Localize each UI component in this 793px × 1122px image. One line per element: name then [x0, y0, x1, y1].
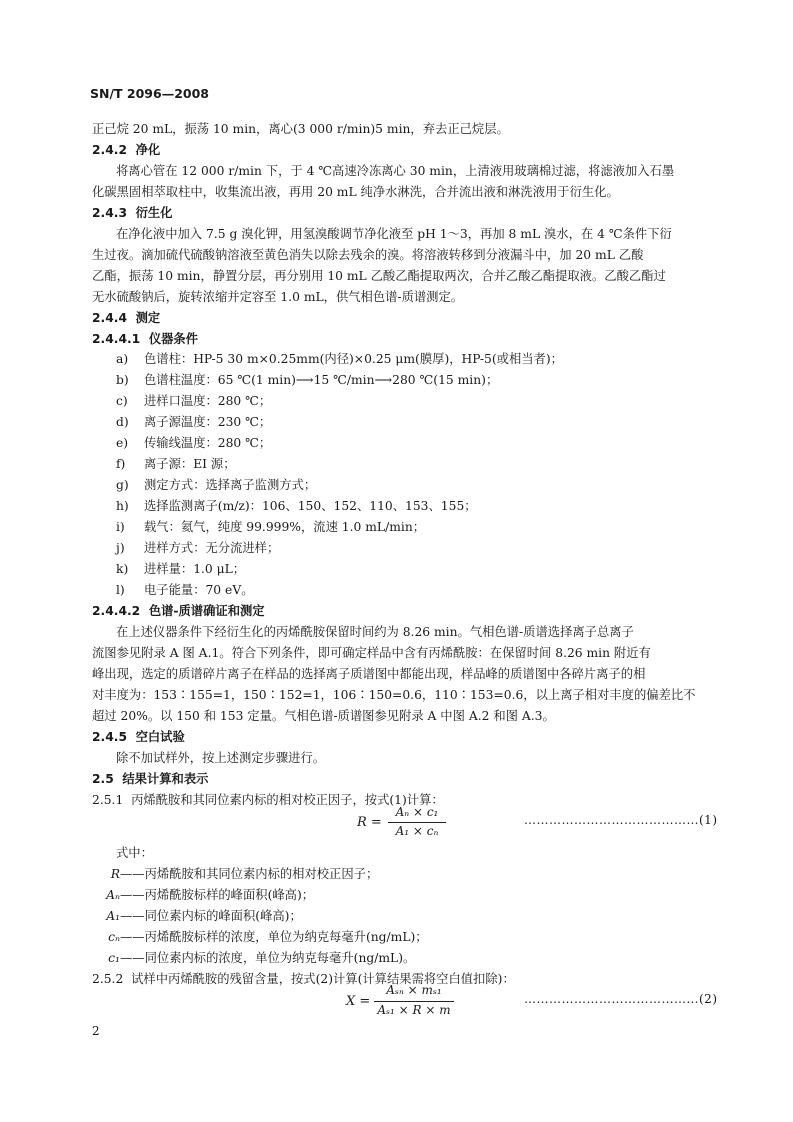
section-number: 2.4.4	[92, 311, 128, 325]
standard-number-header: SN/T 2096—2008	[90, 86, 209, 101]
paragraph-line: 峰出现，选定的质谱碎片离子在样品的选择离子质谱图中都能出现，样品峰的质谱图中各碎片离子的相	[92, 667, 646, 681]
variable-symbol: A₁	[106, 909, 120, 923]
variable-description: ——丙烯酰胺标样的峰面积(峰高)；	[120, 888, 315, 902]
where-label: 式中：	[116, 846, 153, 860]
paragraph-line: 对丰度为：153∶155=1，150∶152=1，106∶150=0.6，110∶153=0.6，以上离子相对丰度的偏差比不	[92, 688, 696, 702]
variable-symbol: Aₙ	[106, 888, 120, 902]
section-title: 空白试验	[135, 730, 185, 744]
section-number: 2.4.4.1	[92, 332, 141, 346]
equation-2-number: ……………………………………(2)	[524, 992, 718, 1006]
fraction-bar	[388, 822, 446, 823]
equation-1-numerator: Aₙ × c₁	[395, 805, 439, 819]
list-text: 色谱柱温度：65 ℃(1 min)⟶15 ℃/min⟶280 ℃(15 min)；	[144, 373, 499, 387]
variable-definition	[84, 908, 302, 924]
list-text: 载气：氦气，纯度 99.999%，流速 1.0 mL/min；	[144, 520, 426, 534]
paragraph-line: 将离心管在 12 000 r/min 下，于 4 ℃高速冷冻离心 30 min，上清液用玻璃棉过滤，将滤液加入石墨	[116, 164, 675, 178]
list-letter: a)	[116, 352, 129, 366]
variable-description: ——丙烯酰胺和其同位素内标的相对校正因子；	[120, 867, 379, 881]
list-text: 色谱柱：HP-5 30 m×0.25mm(内径)×0.25 μm(膜厚)，HP-5(或相当者)；	[144, 352, 563, 366]
list-text: 电子能量：70 eV。	[144, 583, 254, 597]
paragraph-line: 在上述仪器条件下经衍生化的丙烯酰胺保留时间约为 8.26 min。气相色谱-质谱选择离子总离子	[116, 625, 634, 639]
section-number: 2.4.2	[92, 143, 128, 157]
section-number: 2.5	[92, 772, 114, 786]
list-item	[116, 393, 271, 409]
variable-definition	[84, 887, 314, 903]
section-2-4-4-2-heading	[92, 603, 265, 619]
paragraph-line: 在净化液中加入 7.5 g 溴化钾，用氢溴酸调节净化液至 pH 1～3，再加 8 mL 溴水，在 4 ℃条件下衍	[116, 227, 672, 241]
list-letter: h)	[116, 499, 129, 513]
variable-symbol: cₙ	[108, 930, 120, 944]
section-2-4-4-heading	[92, 310, 160, 326]
section-number: 2.5.1	[92, 793, 124, 807]
paragraph-line: 生过夜。滴加硫代硫酸钠溶液至黄色消失以除去残余的溴。将溶液转移到分液漏斗中，加 20 mL 乙酸	[92, 248, 644, 262]
list-letter: k)	[116, 562, 129, 576]
list-text: 离子源温度：230 ℃；	[144, 415, 272, 429]
section-number: 2.4.5	[92, 730, 128, 744]
list-text: 传输线温度：280 ℃；	[144, 436, 272, 450]
list-letter: e)	[116, 436, 129, 450]
list-item	[116, 477, 316, 493]
paragraph-text: 试样中丙烯酰胺的残留含量，按式(2)计算(计算结果需将空白值扣除)：	[131, 972, 515, 986]
paragraph-line: 无水硫酸钠后，旋转浓缩并定容至 1.0 mL，供气相色谱-质谱测定。	[92, 290, 464, 304]
variable-description: ——丙烯酰胺标样的浓度，单位为纳克每毫升(ng/mL)；	[120, 930, 428, 944]
list-letter: f)	[116, 457, 126, 471]
section-title: 仪器条件	[148, 332, 199, 346]
paragraph-text: 丙烯酰胺和其同位素内标的相对校正因子，按式(1)计算：	[131, 793, 444, 807]
list-item	[116, 435, 271, 451]
list-text: 进样量：1.0 μL；	[144, 562, 246, 576]
paragraph-line: 正己烷 20 mL，振荡 10 min，离心(3 000 r/min)5 min，弃去正己烷层。	[92, 122, 509, 136]
section-title: 结果计算和表示	[122, 772, 209, 786]
list-letter: c)	[116, 394, 128, 408]
section-2-4-3-heading	[92, 205, 172, 221]
equation-1-denominator: A₁ × cₙ	[395, 824, 439, 838]
list-item	[116, 372, 498, 388]
section-2-5-heading	[92, 771, 208, 787]
equation-2-lhs: X =	[346, 994, 371, 1009]
section-number: 2.4.3	[92, 206, 128, 220]
equation-2-denominator: Aₛ₁ × R × m	[377, 1003, 451, 1017]
list-letter: i)	[116, 520, 125, 534]
paragraph-line: 流图参见附录 A 图 A.1。符合下列条件，即可确定样品中含有丙烯酰胺：在保留时间 8.26 min 附近有	[92, 646, 651, 660]
list-text: 进样方式：无分流进样；	[144, 541, 280, 555]
list-text: 进样口温度：280 ℃；	[144, 394, 272, 408]
paragraph-line: 乙酯，振荡 10 min，静置分层，再分别用 10 mL 乙酸乙酯提取两次，合并乙酸乙酯提取液。乙酸乙酯过	[92, 269, 666, 283]
section-title: 测定	[135, 311, 161, 325]
section-2-4-5-heading	[92, 729, 185, 745]
section-title: 衍生化	[135, 206, 173, 220]
equation-1-lhs: R =	[357, 815, 382, 830]
paragraph-line: 除不加试样外，按上述测定步骤进行。	[116, 751, 326, 765]
section-title: 色谱-质谱确证和测定	[148, 604, 265, 618]
list-letter: g)	[116, 478, 129, 492]
section-2-4-2-heading	[92, 142, 160, 158]
paragraph-line: 超过 20%。以 150 和 153 定量。气相色谱-质谱图参见附录 A 中图 A.2 和图 A.3。	[92, 709, 555, 723]
list-item	[116, 519, 425, 535]
list-text: 离子源：EI 源；	[144, 457, 236, 471]
section-2-4-4-1-heading	[92, 331, 198, 347]
list-letter: d)	[116, 415, 129, 429]
list-item	[116, 582, 254, 598]
list-item	[116, 498, 477, 514]
list-text: 选择监测离子(m/z)：106、150、152、110、153、155；	[144, 499, 477, 513]
list-item	[116, 456, 236, 472]
section-number: 2.4.4.2	[92, 604, 141, 618]
equation-2-numerator: Aₛₙ × mₛ₁	[386, 983, 442, 997]
variable-description: ——同位素内标的浓度，单位为纳克每毫升(ng/mL)。	[120, 951, 416, 965]
list-letter: l)	[116, 583, 125, 597]
list-item	[116, 414, 271, 430]
list-item	[116, 540, 279, 556]
section-title: 净化	[135, 143, 161, 157]
page-number: 2	[92, 1024, 100, 1038]
variable-symbol: R	[110, 867, 120, 881]
variable-definition	[84, 929, 428, 945]
variable-description: ——同位素内标的峰面积(峰高)；	[120, 909, 302, 923]
section-number: 2.5.2	[92, 972, 124, 986]
variable-symbol: c₁	[108, 951, 120, 965]
fraction-bar	[374, 1001, 454, 1002]
variable-definition	[84, 950, 415, 966]
list-letter: j)	[116, 541, 125, 555]
list-item	[116, 351, 563, 367]
list-text: 测定方式：选择离子监测方式；	[144, 478, 317, 492]
paragraph-line: 化碳黑固相萃取柱中，收集流出液，再用 20 mL 纯净水淋洗，合并流出液和淋洗液用于衍生化。	[92, 185, 619, 199]
equation-1-number: ……………………………………(1)	[524, 813, 718, 827]
list-item	[116, 561, 245, 577]
list-letter: b)	[116, 373, 129, 387]
variable-definition	[84, 866, 378, 882]
